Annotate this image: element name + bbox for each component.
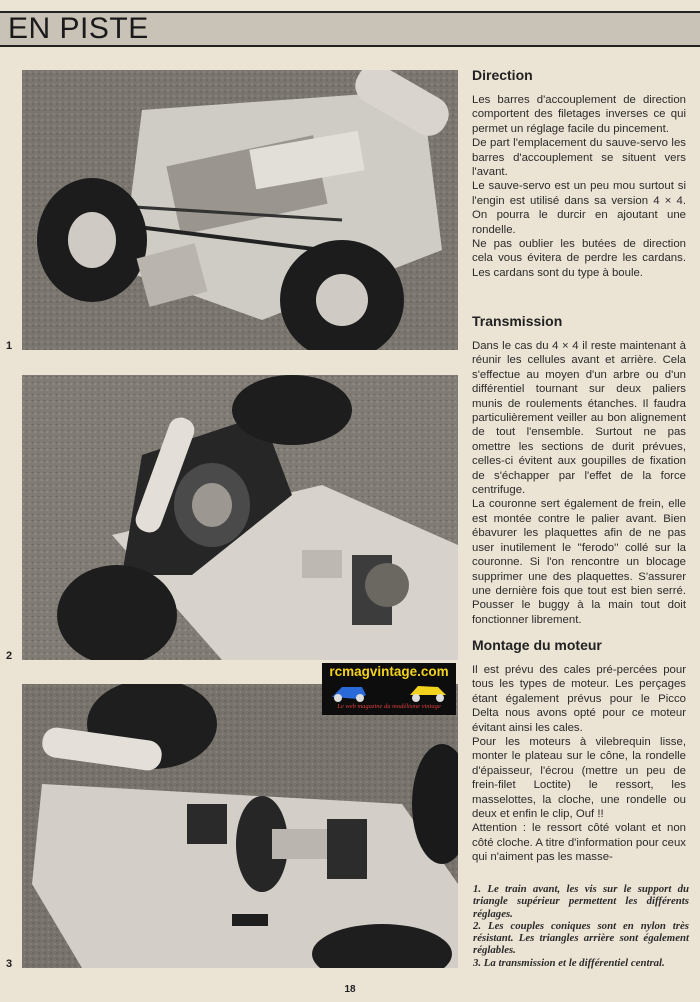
caption-1: 1. Le train avant, les vis sur le support du triangle supérieur permettent les différents réglages. — [473, 883, 689, 920]
section-montage-moteur — [472, 637, 686, 865]
page-number: 18 — [344, 984, 356, 995]
section-transmission — [472, 313, 686, 627]
direction-paragraph: Le sauve-servo est un peu mou surtout si l'engin est utilisé dans sa version 4 × 4. On pourra le durcir en ajoutant une rondelle. — [472, 180, 686, 236]
moteur-paragraph: Pour les moteurs à vilebrequin lisse, monter le plateau sur le cône, la rondelle d'épaisseur, l'écrou (mettre un peu de frein-filet Loctite) le ressort, les masselottes, la cloche, une rondelle ou deux et enfin le clip, Ouf !! — [472, 736, 686, 821]
watermark-site-name: rcmagvintage.com — [329, 664, 449, 679]
buggy-logo-icon — [328, 681, 450, 703]
section-direction — [472, 67, 686, 280]
page-header — [0, 0, 700, 48]
transmission-paragraph: Dans le cas du 4 × 4 il reste maintenant à réunir les cellules avant et arrière. Cela s'effectue au moyen d'un arbre ou d'un différentiel tournant sur deux paliers munis de roulements étanches. Il faudra particulièrement veiller au bon alignement de tout l'ensemble. Surtout ne pas omettre les sections de durit prévues, celles-ci évitent aux goupilles de fixation de s'échapper par l'effet de la force centrifuge. — [472, 340, 686, 497]
heading-direction: Direction — [472, 67, 533, 83]
direction-paragraph: De part l'emplacement du sauve-servo les barres d'accouplement se situent vers l'avant. — [472, 137, 686, 179]
heading-montage-moteur: Montage du moteur — [472, 637, 602, 653]
figure-number-1: 1 — [6, 340, 13, 352]
transmission-paragraph: La couronne sert également de frein, elle est montée contre le palier avant. Bien ébavurer les plaquettes afin de ne pas user inutilement le ''ferodo'' collé sur la couronne. Si l'on rencontre un blocage supprimer une des plaquettes. S'assurer une dernière fois que tout est bien serré. Pousser le buggy à la main tout doit fonctionner librement. — [472, 498, 686, 626]
direction-paragraph: Les barres d'accouplement de direction comportent des filetages inverses ce qui permet un réglage facile du pincement. — [472, 94, 686, 135]
photo-bevel-gears — [22, 375, 458, 660]
figure-number-2: 2 — [6, 650, 13, 662]
section-title: EN PISTE — [8, 12, 149, 45]
caption-2: 2. Les couples coniques sont en nylon très résistant. Les triangles arrière sont également réglables. — [473, 919, 689, 957]
moteur-paragraph: Attention : le ressort côté volant et non côté cloche. A titre d'information pour ceux qui n'aiment pas les masse- — [472, 822, 686, 864]
rcmagvintage-watermark[interactable] — [322, 663, 456, 715]
direction-paragraph: Ne pas oublier les butées de direction cela vous évitera de perdre les cardans. Les cardans sont du type à boule. — [472, 238, 686, 279]
figure-number-3: 3 — [6, 958, 13, 970]
moteur-paragraph: Il est prévu des cales pré-percées pour tous les types de moteur. Les perçages étant également prévus pour le Picco Delta nous avons opté pour ce moteur évitant ainsi les cales. — [472, 664, 686, 734]
photo-captions — [473, 883, 689, 969]
watermark-tagline: Le web magazine du modélisme vintage — [337, 703, 441, 710]
photo-front-axle — [22, 70, 458, 350]
caption-3: 3. La transmission et le différentiel central. — [473, 956, 665, 969]
photo-transmission — [22, 684, 458, 968]
heading-transmission: Transmission — [472, 313, 563, 329]
